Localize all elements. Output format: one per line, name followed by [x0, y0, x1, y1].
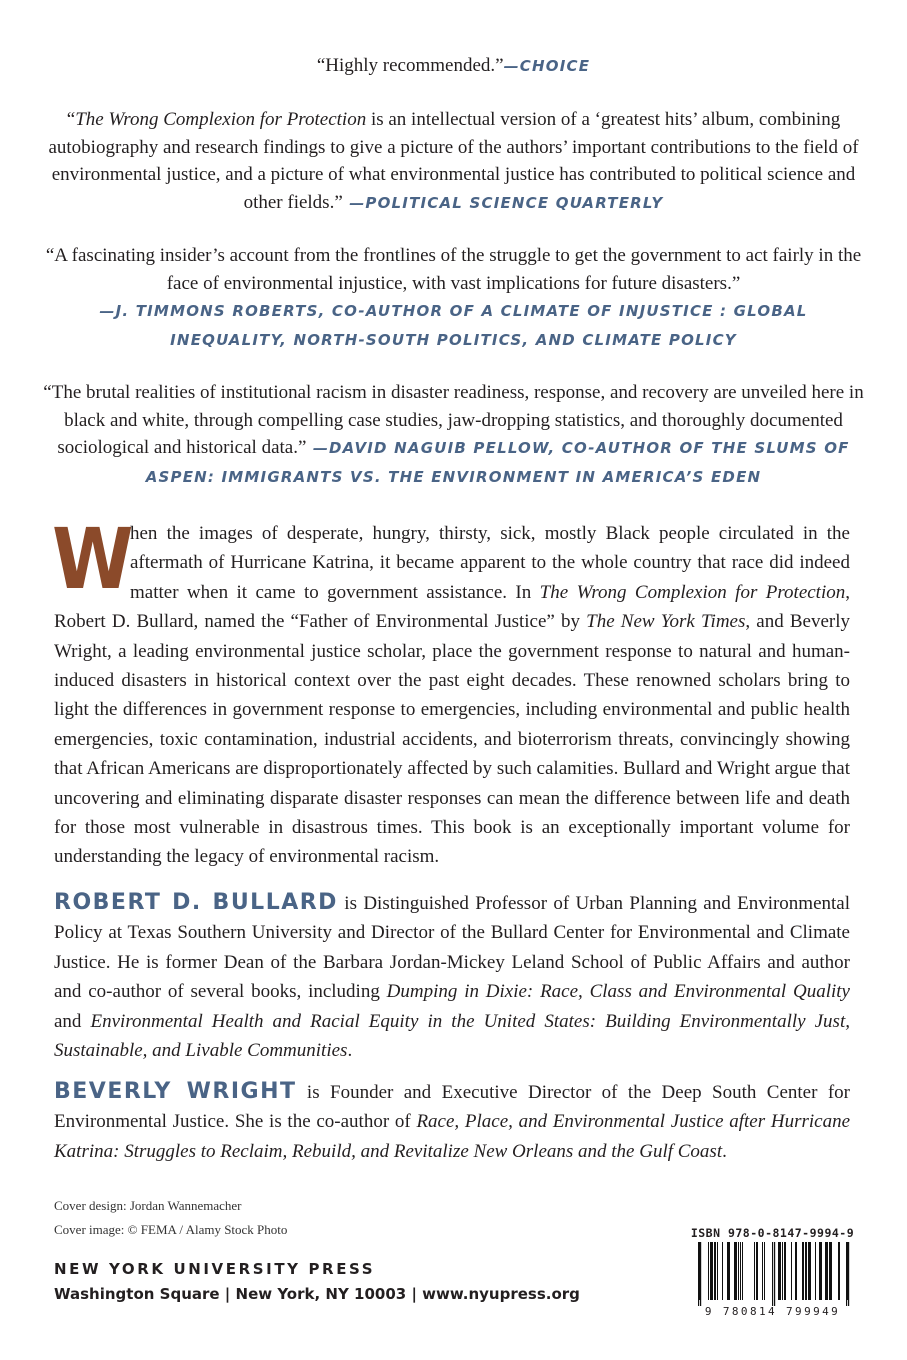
barcode-bar: [805, 1242, 807, 1300]
review-source: —CHOICE: [503, 57, 591, 75]
barcode-bar: [819, 1242, 822, 1300]
review-quote: “A fascinating insider’s account from the frontlines of the struggle to get the government to act fairly in the face of environmental injustice, with vast implications for future disasters.”: [45, 245, 862, 294]
review-book-title: The Wrong Complexion for Protection: [75, 109, 367, 130]
barcode-bar: [756, 1242, 758, 1300]
isbn-barcode: [690, 1226, 855, 1318]
cover-design-credit: Cover design: Jordan Wannemacher: [54, 1198, 242, 1213]
barcode-bar: [825, 1242, 828, 1300]
barcode-bar: [734, 1242, 737, 1300]
barcode-guard-bar: [700, 1242, 701, 1306]
barcode-bar: [778, 1242, 781, 1300]
author-name: BEVERLY WRIGHT: [54, 1079, 297, 1104]
barcode-bar: [717, 1242, 718, 1300]
cover-image-credit: Cover image: © FEMA / Alamy Stock Photo: [54, 1222, 288, 1237]
barcode-bar: [742, 1242, 743, 1300]
review-roberts: [40, 242, 867, 354]
review-psq: “The Wrong Complexion for Protection is an intellectual version of a ‘greatest hits’ album, combining autobiography and research findings to give a picture of the authors’ important contributions to the field of environmental justice, and a picture of what environmental justice has contributed to political science and other fields.” —POLITICAL SCIENCE QUARTERLY: [48, 109, 859, 213]
barcode-bar: [764, 1242, 765, 1300]
barcode-bar: [738, 1242, 739, 1300]
barcode-guard-bar: [698, 1242, 699, 1306]
barcode-bar: [782, 1242, 783, 1300]
book-description: W hen the images of desperate, hungry, thirsty, sick, mostly Black people circulated in the aftermath of Hurricane Katrina, it became apparent to the whole country that race did indeed matter when it came to government assistance. In The Wrong Complexion for Protection, Robert D. Bullard, named the “Father of Environmental Justice” by The New York Times, and Beverly Wright, a leading environmental justice scholar, place the government response to natural and human-induced disasters in historical context over the past eight decades. These renowned scholars bring to light the differences in government response to emergencies, including environmental and public health emergencies, toxic contamination, industrial accidents, and bioterrorism threats, convincingly showing that African Americans are disproportionately affected by such calamities. Bullard and Wright argue that uncovering and eliminating disparate disaster responses can mean the difference between life and death for those most vulnerable in disastrous times. This book is an exceptionally important volume for understanding the legacy of environmental racism.: [52, 510, 851, 868]
barcode-digits: 9 780814 799949: [704, 1305, 841, 1318]
barcode-guard-bar: [846, 1242, 847, 1306]
drop-cap: W: [52, 510, 134, 608]
review-quote: “The brutal realities of institutional racism in disaster readiness, response, and recovery are unveiled here in black and white, through compelling case studies, jaw-dropping statistics, and thoroughly documented sociological and historical data.”: [43, 382, 864, 458]
barcode-bar: [714, 1242, 716, 1300]
barcode-guard-bar: [774, 1242, 775, 1306]
review-quote: “Highly recommended.”: [316, 55, 504, 76]
barcode-bar: [838, 1242, 840, 1300]
barcode-bar: [727, 1242, 730, 1300]
barcode-bar: [784, 1242, 786, 1300]
barcode-bar: [722, 1242, 723, 1300]
review-pellow: [40, 379, 867, 491]
barcode-bar: [762, 1242, 763, 1300]
author-name: ROBERT D. BULLARD: [54, 890, 338, 915]
barcode-bar: [829, 1242, 832, 1300]
review-choice: [40, 52, 867, 81]
barcode-bar: [808, 1242, 811, 1300]
isbn-label: ISBN 978-0-8147-9994-9: [690, 1226, 855, 1240]
review-quote: is an intellectual version of a ‘greatest hits’ album, combining autobiography and research findings to give a picture of the authors’ important contributions to the field of environmental justice, and a picture of what environmental justice has contributed to political science and other fields.”: [48, 109, 859, 213]
barcode-bar: [802, 1242, 804, 1300]
publisher-name: NEW YORK UNIVERSITY PRESS: [54, 1260, 376, 1278]
review-source: —J. TIMMONS ROBERTS, CO-AUTHOR OF A CLIMATE OF INJUSTICE : GLOBAL INEQUALITY, NORTH-SOUTH POLITICS, AND CLIMATE POLICY: [99, 302, 808, 349]
author-bio-bullard: ROBERT D. BULLARD is Distinguished Professor of Urban Planning and Environmental Policy at Texas Southern University and Director of the Bullard Center for Environmental and Climate Justice. He is former Dean of the Barbara Jordan-Mickey Leland School of Public Affairs and author and co-author of several books, including Dumping in Dixie: Race, Class and Environmental Quality and Environmental Health and Racial Equity in the United States: Building Environmentally Just, Sustainable, and Livable Communities.: [54, 890, 851, 1062]
review-source: —DAVID NAGUIB PELLOW, CO-AUTHOR OF THE SLUMS OF ASPEN: IMMIGRANTS VS. THE ENVIRONMENT IN AMERICA’S EDEN: [145, 439, 850, 486]
author-bio-wright: BEVERLY WRIGHT is Founder and Executive Director of the Deep South Center for Environmental Justice. She is the co-author of Race, Place, and Environmental Justice after Hurricane Katrina: Struggles to Reclaim, Rebuild, and Revitalize New Orleans and the Gulf Coast.: [54, 1079, 851, 1162]
barcode-bar: [795, 1242, 797, 1300]
barcode-icon: [690, 1242, 855, 1306]
publisher-address: Washington Square | New York, NY 10003 | www.nyupress.org: [54, 1285, 580, 1303]
barcode-bar: [740, 1242, 741, 1300]
barcode-bar: [754, 1242, 755, 1300]
barcode-guard-bar: [772, 1242, 773, 1306]
review-source: —POLITICAL SCIENCE QUARTERLY: [342, 193, 664, 212]
barcode-bar: [710, 1242, 713, 1300]
barcode-bar: [708, 1242, 709, 1300]
barcode-bar: [815, 1242, 816, 1300]
barcode-bar: [791, 1242, 792, 1300]
barcode-guard-bar: [848, 1242, 849, 1306]
